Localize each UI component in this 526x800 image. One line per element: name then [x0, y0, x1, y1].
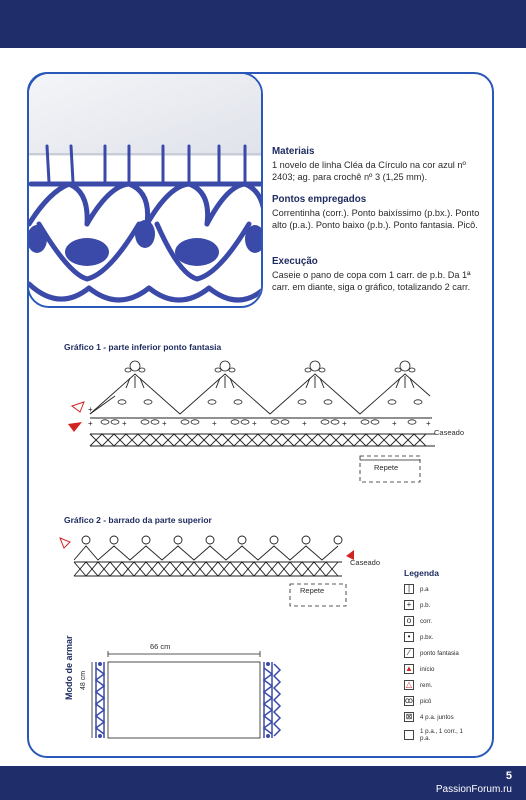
legend-symbol: ꝏ: [404, 696, 414, 705]
execution-heading: Execução: [272, 256, 318, 267]
legend-item: [404, 725, 494, 745]
svg-text:+: +: [342, 419, 347, 428]
legend-item: [404, 597, 494, 613]
stitches-body: Correntinha (corr.). Ponto baixíssimo (p.bx.). Ponto alto (p.a.). Ponto baixo (p.b.). Ponto fantasia. Picô.: [272, 208, 480, 230]
svg-text:+: +: [392, 419, 397, 428]
legend-item: [404, 613, 494, 629]
legend-label: p.a: [420, 585, 429, 593]
chart1-caseado-label: Caseado: [434, 428, 465, 437]
stitches-heading: Pontos empregados: [272, 194, 367, 205]
legend-symbol: ▲: [405, 664, 413, 673]
svg-text:+: +: [212, 419, 217, 428]
legend-symbol: |: [404, 584, 414, 594]
legend-item: [404, 629, 494, 645]
legend-symbol: ∕: [404, 648, 414, 658]
svg-text:+: +: [252, 419, 257, 428]
legend-label: início: [420, 665, 435, 673]
site-name: PassionForum.ru: [435, 784, 512, 795]
legend-label: 1 p.a., 1 corr., 1 p.a.: [420, 728, 463, 742]
legend: [404, 568, 494, 745]
assembly-height-label: 48 cm: [80, 670, 87, 690]
legend-item: [404, 645, 494, 661]
chart2-diagram: [56, 530, 356, 610]
legend-symbol: •: [404, 632, 414, 642]
lace-photo: [27, 72, 263, 308]
top-band: [0, 0, 526, 48]
legend-symbol: ⊠: [405, 712, 413, 721]
materials-body: 1 novelo de linha Cléa da Círculo na cor azul nº 2403; ag. para crochê nº 3 (1,25 mm).: [272, 160, 466, 182]
svg-text:+: +: [302, 419, 307, 428]
materials-heading: Materiais: [272, 146, 315, 157]
legend-item: [404, 661, 494, 677]
svg-text:+: +: [162, 419, 167, 428]
legend-item: [404, 581, 494, 597]
legend-symbol: o: [404, 616, 414, 626]
legend-label: ponto fantasia: [420, 649, 459, 657]
legend-symbol: △: [405, 680, 413, 689]
legend-label: corr.: [420, 617, 433, 625]
execution-body: Caseie o pano de copa com 1 carr. de p.b. Da 1ª carr. em diante, siga o gráfico, totalizando 2 carr.: [272, 270, 471, 292]
stitches-section: [272, 194, 482, 231]
assembly-width-label: 66 cm: [150, 642, 171, 651]
svg-text:+: +: [88, 419, 93, 428]
svg-text:+: +: [88, 405, 93, 414]
chart1-title: Gráfico 1 - parte inferior ponto fantasia: [64, 342, 222, 352]
legend-item: [404, 693, 494, 709]
chart2-title: Gráfico 2 - barrado da parte superior: [64, 515, 212, 525]
legend-symbol: +: [404, 600, 414, 610]
assembly-label: Modo de armar: [64, 635, 74, 700]
assembly-diagram: [86, 650, 286, 742]
execution-section: [272, 256, 482, 293]
svg-text:+: +: [122, 419, 127, 428]
legend-symbol: [404, 730, 414, 740]
legend-label: rem.: [420, 681, 433, 689]
legend-title: Legenda: [404, 568, 439, 578]
legend-label: p.bx.: [420, 633, 434, 641]
legend-label: p.b.: [420, 601, 431, 609]
chart1-repete-label: Repete: [374, 463, 399, 472]
materials-section: [272, 146, 482, 183]
chart2-repete-label: Repete: [300, 586, 325, 595]
page-number: 5: [505, 770, 512, 782]
chart2-caseado-label: Caseado: [350, 558, 381, 567]
legend-label: picô: [420, 697, 432, 705]
svg-text:+: +: [426, 419, 431, 428]
legend-item: [404, 677, 494, 693]
legend-item: [404, 709, 494, 725]
legend-label: 4 p.a. juntos: [420, 713, 454, 721]
